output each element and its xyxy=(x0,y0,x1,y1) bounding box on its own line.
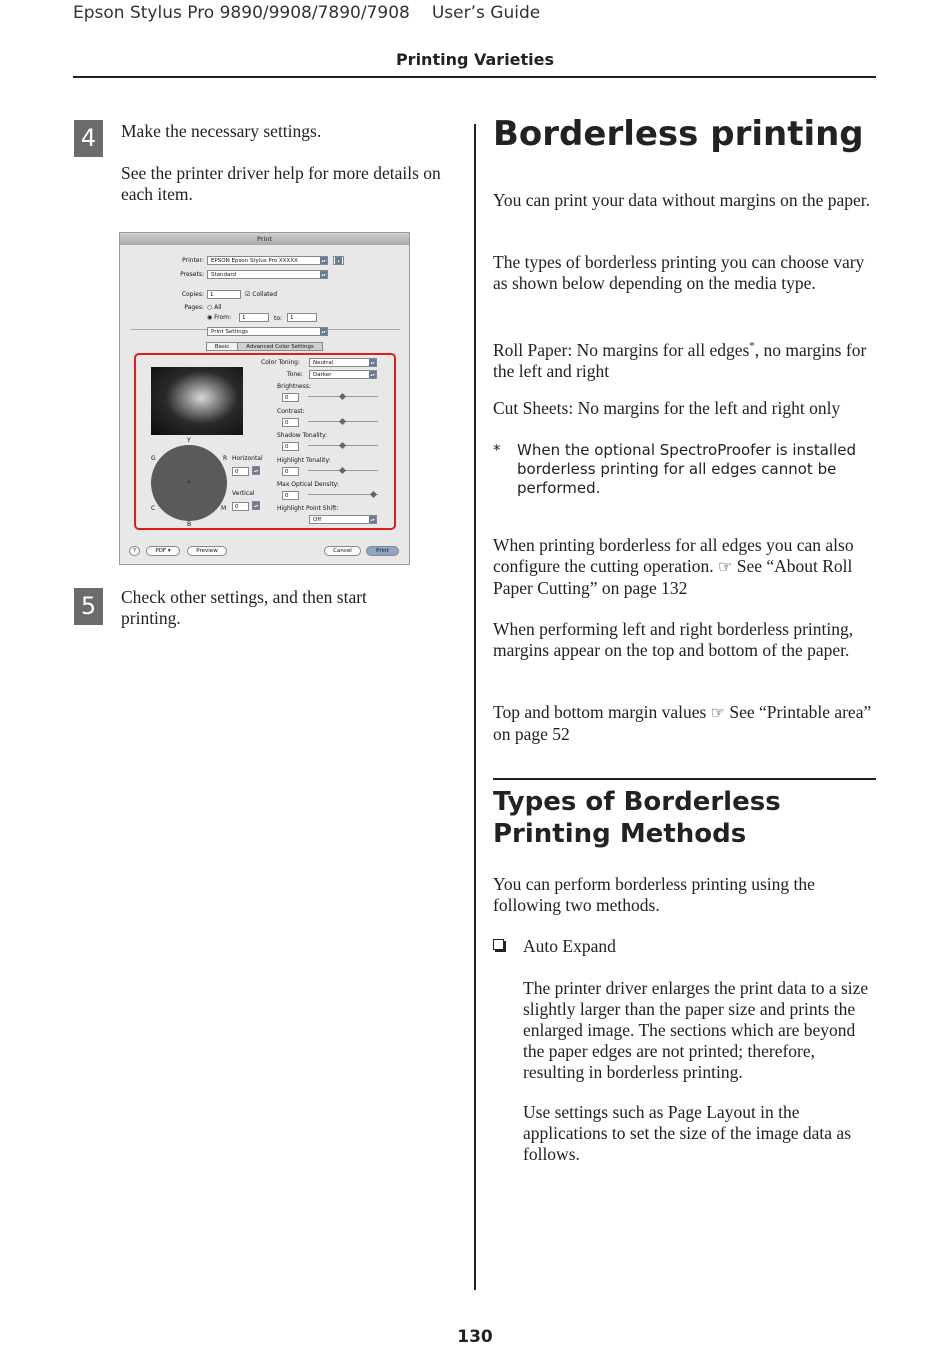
section-title: Printing Varieties xyxy=(395,50,555,69)
highlight-point-shift-popup xyxy=(309,515,377,524)
highlight-tonality-field: 0 xyxy=(282,467,299,476)
disclosure-icon: ▴ xyxy=(335,257,342,264)
pdf-button: PDF ▾ xyxy=(146,546,180,556)
heading-types-of-methods: Types of Borderless Printing Methods xyxy=(493,787,781,849)
vertical-stepper xyxy=(252,501,260,510)
vertical-label: Vertical xyxy=(232,490,255,497)
shadow-tonality-label: Shadow Tonality: xyxy=(277,432,328,439)
roll-paper-text: Roll Paper: No margins for all edges xyxy=(493,339,750,360)
step-4-help-text: See the printer driver help for more details on each item. xyxy=(121,163,441,204)
collated-checkbox: ☑ Collated xyxy=(245,291,278,298)
help-button: ? xyxy=(129,546,140,556)
methods-paragraph: You can perform borderless printing using the following two methods. xyxy=(493,874,815,915)
note-marker: * xyxy=(493,441,501,459)
horizontal-stepper xyxy=(252,466,260,475)
step-4-badge: 4 xyxy=(74,120,103,157)
cutting-reference-link[interactable]: See “About Roll Paper Cutting” on page 132 xyxy=(493,556,853,598)
from-field: 1 xyxy=(239,313,269,322)
tone-popup xyxy=(309,370,377,379)
types-paragraph: The types of borderless printing you can choose vary as shown below depending on the media type. xyxy=(493,252,865,293)
pages-label: Pages: xyxy=(184,304,204,311)
horizontal-field: 0 xyxy=(232,467,249,476)
bullet-auto-expand: Auto Expand xyxy=(523,936,616,956)
popup-arrow-icon: ▴▾ xyxy=(321,329,326,334)
panel-value: Print Settings xyxy=(211,329,248,335)
presets-value: Standard xyxy=(211,272,237,278)
header-rule xyxy=(73,76,876,78)
shadow-tonality-field: 0 xyxy=(282,442,299,451)
horizontal-label: Horizontal xyxy=(232,455,263,462)
cutting-paragraph xyxy=(493,535,878,599)
copies-label: Copies: xyxy=(181,291,204,298)
stepper-icon: ▴▾ xyxy=(253,503,258,508)
wheel-center-icon: + xyxy=(186,479,192,486)
preview-button: Preview xyxy=(187,546,227,556)
printer-expand-button xyxy=(333,256,344,265)
presets-popup xyxy=(207,270,328,279)
margin-values-paragraph xyxy=(493,702,878,745)
color-toning-label: Color Toning: xyxy=(261,359,300,366)
tab-basic: Basic xyxy=(206,342,238,351)
popup-arrow-icon: ▴▾ xyxy=(321,258,326,263)
auto-expand-paragraph: The printer driver enlarges the print data to a size slightly larger than the paper size and prints the enlarged image. The sections which are beyond the paper edges are not printed; therefore, resulting in borderless printing. xyxy=(523,978,869,1082)
color-toning-popup xyxy=(309,358,377,367)
copies-field: 1 xyxy=(207,290,241,299)
footnote-marker: * xyxy=(749,340,755,352)
step-5-text: Check other settings, and then start printing. xyxy=(121,587,367,628)
reference-hand-icon: ☞ xyxy=(718,559,733,576)
page-number: 130 xyxy=(457,1327,493,1347)
wheel-label-c: C xyxy=(151,505,156,512)
reference-hand-icon: ☞ xyxy=(710,705,725,722)
preview-photo xyxy=(151,367,243,435)
vertical-field: 0 xyxy=(232,502,249,511)
printer-popup xyxy=(207,256,328,265)
popup-arrow-icon: ▴▾ xyxy=(321,272,326,277)
checkbox-bullet-icon xyxy=(493,939,504,950)
to-label: to: xyxy=(274,315,283,322)
page-layout-paragraph: Use settings such as Page Layout in the applications to set the size of the image data as follows. xyxy=(523,1102,852,1164)
column-divider xyxy=(474,124,476,1290)
panel-popup xyxy=(207,327,328,336)
popup-arrow-icon: ▴▾ xyxy=(370,517,375,522)
presets-label: Presets: xyxy=(180,271,204,278)
printer-label: Printer: xyxy=(182,257,204,264)
brightness-field: 0 xyxy=(282,393,299,402)
cut-sheets-paragraph: Cut Sheets: No margins for the left and right only xyxy=(493,398,841,418)
pages-from-radio: ◉ From: xyxy=(207,314,232,321)
brightness-label: Brightness: xyxy=(277,383,311,390)
wheel-label-m: M xyxy=(221,505,227,512)
all-label: All xyxy=(214,304,222,311)
cancel-button: Cancel xyxy=(324,546,361,556)
popup-arrow-icon: ▴▾ xyxy=(370,372,375,377)
roll-paper-text-2: , no margins for the left and right xyxy=(493,339,867,381)
to-field: 1 xyxy=(287,313,317,322)
wheel-label-b: B xyxy=(187,521,192,528)
highlight-point-shift-label: Highlight Point Shift: xyxy=(277,505,339,512)
pages-all-radio: ○ All xyxy=(207,304,222,311)
guide-name: User’s Guide xyxy=(431,3,541,23)
color-toning-value: Neutral xyxy=(313,360,334,366)
running-header xyxy=(73,3,540,23)
printer-value: EPSON Epson Stylus Pro XXXXX xyxy=(211,258,298,264)
tone-label: Tone: xyxy=(287,371,303,378)
popup-arrow-icon: ▴▾ xyxy=(370,360,375,365)
contrast-field: 0 xyxy=(282,418,299,427)
print-button: Print xyxy=(366,546,399,556)
roll-paper-paragraph xyxy=(493,336,878,382)
wheel-label-r: R xyxy=(223,455,228,462)
from-label: From: xyxy=(214,314,232,321)
left-right-paragraph: When performing left and right borderless printing, margins appear on the top and bottom of the paper. xyxy=(493,619,854,660)
margin-values-text: Top and bottom margin values xyxy=(493,702,707,722)
stepper-icon: ▴▾ xyxy=(253,468,258,473)
printable-area-link[interactable]: See “Printable area” on page 52 xyxy=(493,702,872,744)
subsection-rule xyxy=(493,778,876,780)
tone-value: Darker xyxy=(313,372,332,378)
max-optical-density-label: Max Optical Density: xyxy=(277,481,339,488)
dialog-title: Print xyxy=(120,233,409,245)
step-4-text: Make the necessary settings. xyxy=(121,121,322,141)
step-5-badge: 5 xyxy=(74,588,103,625)
collated-label: Collated xyxy=(252,291,278,298)
highlight-tonality-label: Highlight Tonality: xyxy=(277,457,331,464)
footnote-text: When the optional SpectroProofer is installed borderless printing for all edges cannot be performed. xyxy=(517,441,857,497)
max-optical-density-field: 0 xyxy=(282,491,299,500)
wheel-label-g: G xyxy=(151,455,156,462)
contrast-label: Contrast: xyxy=(277,408,305,415)
tab-advanced-color: Advanced Color Settings xyxy=(237,342,323,351)
cutting-text: When printing borderless for all edges you can also configure the cutting operation. xyxy=(493,535,854,576)
heading-borderless-printing: Borderless printing xyxy=(493,114,864,154)
intro-paragraph: You can print your data without margins on the paper. xyxy=(493,190,871,210)
wheel-label-y: Y xyxy=(187,437,191,444)
product-name: Epson Stylus Pro 9890/9908/7890/7908 xyxy=(73,3,410,23)
highlight-point-value: Off xyxy=(313,517,322,523)
max-optical-density-slider xyxy=(308,494,378,495)
print-dialog-screenshot xyxy=(119,232,410,565)
